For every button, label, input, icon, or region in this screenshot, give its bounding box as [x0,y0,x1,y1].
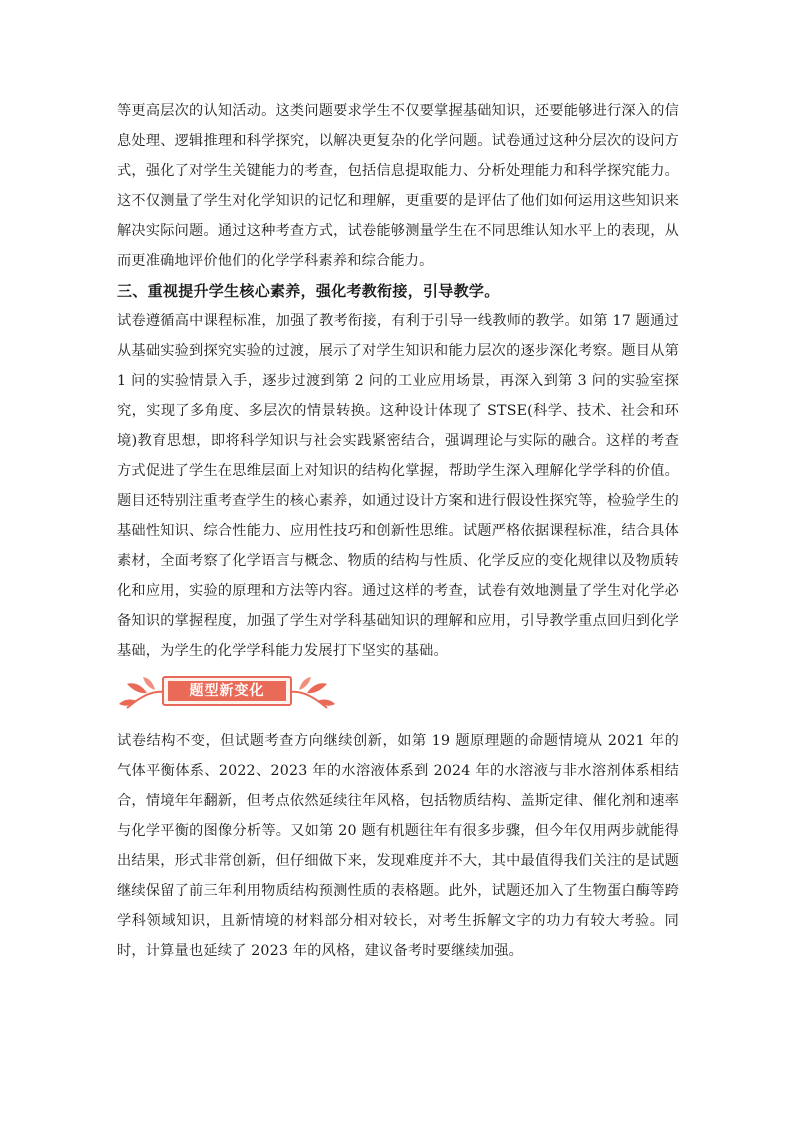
section-banner [117,668,679,720]
banner-title: 题型新变化 [168,681,286,701]
section-heading-3: 三、重视提升学生核心素养，强化考教衔接，引导教学。 [117,282,500,300]
document-page [117,96,679,966]
paragraph-question-changes: 试卷结构不变，但试题考查方向继续创新，如第 19 题原理题的命题情境从 2021 年的气体平衡体系、2022、2023 年的水溶液体系到 2024 年的水溶液与非水溶剂体系相结合，情境年年翻新，但考点依然延续往年风格，包括物质结构、盖斯定律、催化剂和速率与化学平衡的图像分析等。又如第 20 题有机题往年有很多步骤，但今年仅用两步就能得出结果，形式非常创新，但仔细做下来，发现难度并不大，其中最值得我们关注的是试题继续保留了前三年利用物质结构预测性质的表格题。此外，试题还加入了生物蛋白酶等跨学科领域知识，且新情境的材料部分相对较长，对考生拆解文字的功力有较大考验。同时，计算量也延续了 2023 年的风格，建议备考时要继续加强。 [117,733,679,959]
paragraph-cognitive-activities: 等更高层次的认知活动。这类问题要求学生不仅要掌握基础知识，还要能够进行深入的信息处理、逻辑推理和科学探究，以解决更复杂的化学问题。试卷通过这种分层次的设问方式，强化了对学生关键能力的考查，包括信息提取能力、分析处理能力和科学探究能力。这不仅测量了学生对化学知识的记忆和理解，更重要的是评估了他们如何运用这些知识来解决实际问题。通过这种考查方式，试卷能够测量学生在不同思维认知水平上的表现，从而更准确地评价他们的化学学科素养和综合能力。 [117,103,679,269]
paragraph-curriculum-standards: 试卷遵循高中课程标准，加强了教考衔接，有利于引导一线教师的教学。如第 17 题通过从基础实验到探究实验的过渡，展示了对学生知识和能力层次的逐步深化考察。题目从第 1 问的实验情景入手，逐步过渡到第 2 问的工业应用场景，再深入到第 3 问的实验室探究，实现了多角度、多层次的情景转换。这种设计体现了 STSE(科学、技术、社会和环境)教育思想，即将科学知识与社会实践紧密结合，强调理论与实际的融合。这样的考查方式促进了学生在思维层面上对知识的结构化掌握，帮助学生深入理解化学学科的价值。题目还特别注重考查学生的核心素养，如通过设计方案和进行假设性探究等，检验学生的基础性知识、综合性能力、应用性技巧和创新性思维。试题严格依据课程标准，结合具体素材，全面考察了化学语言与概念、物质的结构与性质、化学反应的变化规律以及物质转化和应用，实验的原理和方法等内容。通过这样的考查，试卷有效地测量了学生对化学必备知识的掌握程度，加强了学生对学科基础知识的理解和应用，引导教学重点回归到化学基础，为学生的化学学科能力发展打下坚实的基础。 [117,313,679,659]
